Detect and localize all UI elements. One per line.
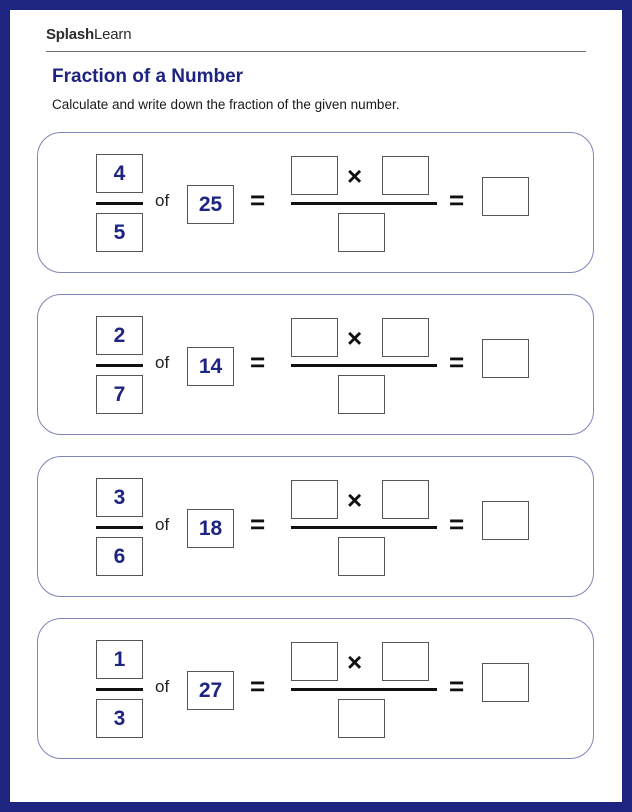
answer-fraction-bar — [291, 526, 437, 529]
fraction-bar — [96, 202, 143, 205]
numerator-box: 4 — [96, 154, 143, 193]
answer-numerator-left-box[interactable] — [291, 642, 338, 681]
numerator-box: 1 — [96, 640, 143, 679]
answer-denominator-box[interactable] — [338, 699, 385, 738]
multiply-sign: × — [347, 485, 363, 515]
final-answer-box[interactable] — [482, 663, 529, 702]
fraction-bar — [96, 526, 143, 529]
fraction-bar — [96, 688, 143, 691]
equals-sign: = — [250, 347, 266, 377]
of-label: of — [155, 353, 170, 372]
answer-denominator-box[interactable] — [338, 375, 385, 414]
equals-sign: = — [449, 185, 465, 215]
answer-numerator-right-box[interactable] — [382, 156, 429, 195]
of-label: of — [155, 515, 170, 534]
equals-sign: = — [250, 185, 266, 215]
problem-card-4 — [37, 618, 594, 759]
page-title: Fraction of a Number — [52, 66, 244, 87]
equals-sign: = — [250, 671, 266, 701]
multiply-sign: × — [347, 647, 363, 677]
final-answer-box[interactable] — [482, 177, 529, 216]
answer-numerator-right-box[interactable] — [382, 480, 429, 519]
whole-number-box: 18 — [187, 509, 234, 548]
answer-denominator-box[interactable] — [338, 537, 385, 576]
instructions: Calculate and write down the fraction of the given number. — [52, 97, 400, 112]
answer-fraction-bar — [291, 364, 437, 367]
answer-numerator-left-box[interactable] — [291, 318, 338, 357]
numerator-box: 2 — [96, 316, 143, 355]
final-answer-box[interactable] — [482, 501, 529, 540]
of-label: of — [155, 191, 170, 210]
answer-fraction-bar — [291, 202, 437, 205]
answer-fraction-bar — [291, 688, 437, 691]
equals-sign: = — [449, 347, 465, 377]
whole-number-box: 27 — [187, 671, 234, 710]
answer-numerator-right-box[interactable] — [382, 642, 429, 681]
whole-number-box: 14 — [187, 347, 234, 386]
equals-sign: = — [449, 509, 465, 539]
whole-number-box: 25 — [187, 185, 234, 224]
problem-card-3 — [37, 456, 594, 597]
numerator-box: 3 — [96, 478, 143, 517]
answer-numerator-right-box[interactable] — [382, 318, 429, 357]
answer-denominator-box[interactable] — [338, 213, 385, 252]
denominator-box: 3 — [96, 699, 143, 738]
of-label: of — [155, 677, 170, 696]
splashlearn-logo: SplashLearn — [46, 26, 132, 43]
equals-sign: = — [449, 671, 465, 701]
worksheet-page — [10, 10, 622, 802]
answer-numerator-left-box[interactable] — [291, 156, 338, 195]
equals-sign: = — [250, 509, 266, 539]
answer-numerator-left-box[interactable] — [291, 480, 338, 519]
denominator-box: 6 — [96, 537, 143, 576]
fraction-bar — [96, 364, 143, 367]
multiply-sign: × — [347, 161, 363, 191]
denominator-box: 5 — [96, 213, 143, 252]
header-divider — [46, 51, 586, 52]
problem-card-1 — [37, 132, 594, 273]
multiply-sign: × — [347, 323, 363, 353]
final-answer-box[interactable] — [482, 339, 529, 378]
problem-card-2 — [37, 294, 594, 435]
denominator-box: 7 — [96, 375, 143, 414]
